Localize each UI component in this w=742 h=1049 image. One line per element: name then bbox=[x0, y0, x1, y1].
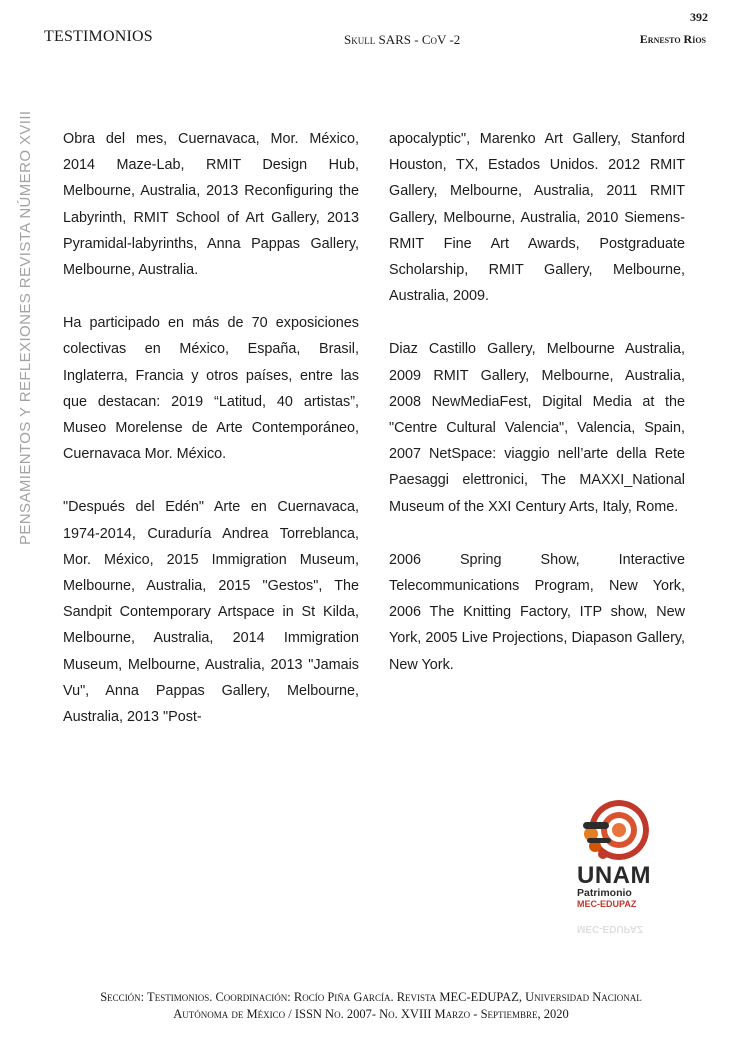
right-column bbox=[389, 126, 685, 705]
logo-unam-text: UNAM bbox=[577, 862, 651, 889]
footer-line-1: Sección: Testimonios. Coordinación: Rocío Piña García. Revista MEC-EDUPAZ, Universidad Nacional bbox=[100, 990, 642, 1004]
author-name: Ernesto Ríos bbox=[639, 32, 706, 46]
spiral-emblem-icon bbox=[577, 796, 653, 864]
logo-mec-text: MEC-EDUPAZ bbox=[577, 899, 637, 909]
paragraph: Diaz Castillo Gallery, Melbourne Australia, 2009 RMIT Gallery, Melbourne, Australia, 2008 NewMediaFest, Digital Media at the "Centre Cultural Valencia", Valencia, Spain, 2007 NetSpace: viaggio nell’arte della Rete Paesaggi elettronici, The MAXXI_National Museum of the XXI Century Arts, Italy, Rome. bbox=[389, 341, 685, 515]
page-footer bbox=[40, 989, 702, 1023]
logo-reflection: MEC-EDUPAZ bbox=[577, 923, 643, 934]
paragraph: Obra del mes, Cuernavaca, Mor. México, 2014 Maze-Lab, RMIT Design Hub, Melbourne, Australia, 2013 Reconfiguring the Labyrinth, RMIT School of Art Gallery, 2013 Pyramidal-labyrinths, Anna Pappas Gallery, Melbourne, Australia. bbox=[63, 131, 359, 279]
footer-line-2: Autónoma de México / ISSN No. 2007- No. XVIII Marzo - Septiembre, 2020 bbox=[173, 1007, 569, 1021]
paragraph: apocalyptic", Marenko Art Gallery, Stanford Houston, TX, Estados Unidos. 2012 RMIT Gallery, Melbourne, Australia, 2011 RMIT Gallery, Melbourne, Australia, 2010 Siemens-RMIT Fine Art Awards, Postgraduate Scholarship, RMIT Gallery, Melbourne, Australia, 2009. bbox=[389, 131, 685, 305]
unam-logo bbox=[577, 796, 657, 933]
paragraph: "Después del Edén" Arte en Cuernavaca, 1974-2014, Curaduría Andrea Torreblanca, Mor. México, 2015 Immigration Museum, Melbourne, Australia, 2015 "Gestos", The Sandpit Contemporary Artspace in St Kilda, Melbourne, Australia, 2014 Immigration Museum, Melbourne, Australia, 2013 "Jamais Vu", Anna Pappas Gallery, Melbourne, Australia, 2013 "Post- bbox=[63, 499, 359, 726]
left-column bbox=[63, 126, 359, 757]
paragraph: 2006 Spring Show, Interactive Telecommunications Program, New York, 2006 The Knitting Factory, ITP show, New York, 2005 Live Projections, Diapason Gallery, New York. bbox=[389, 551, 685, 673]
article-title: Skull SARS - CoV -2 bbox=[344, 32, 461, 47]
logo-patrimonio-text: Patrimonio bbox=[577, 887, 632, 899]
vertical-journal-title: PENSAMIENTOS Y REFLEXIONES REVISTA NÚMERO XVIII bbox=[17, 110, 34, 545]
section-label: TESTIMONIOS bbox=[44, 28, 153, 45]
paragraph: Ha participado en más de 70 exposiciones colectivas en México, España, Brasil, Inglaterra, Francia y otros países, entre las que destacan: 2019 “Latitud, 40 artistas”, Museo Morelense de Arte Contemporáneo, Cuernavaca Mor. México. bbox=[63, 315, 359, 463]
page-number: 392 bbox=[690, 10, 708, 24]
running-head bbox=[44, 28, 706, 48]
